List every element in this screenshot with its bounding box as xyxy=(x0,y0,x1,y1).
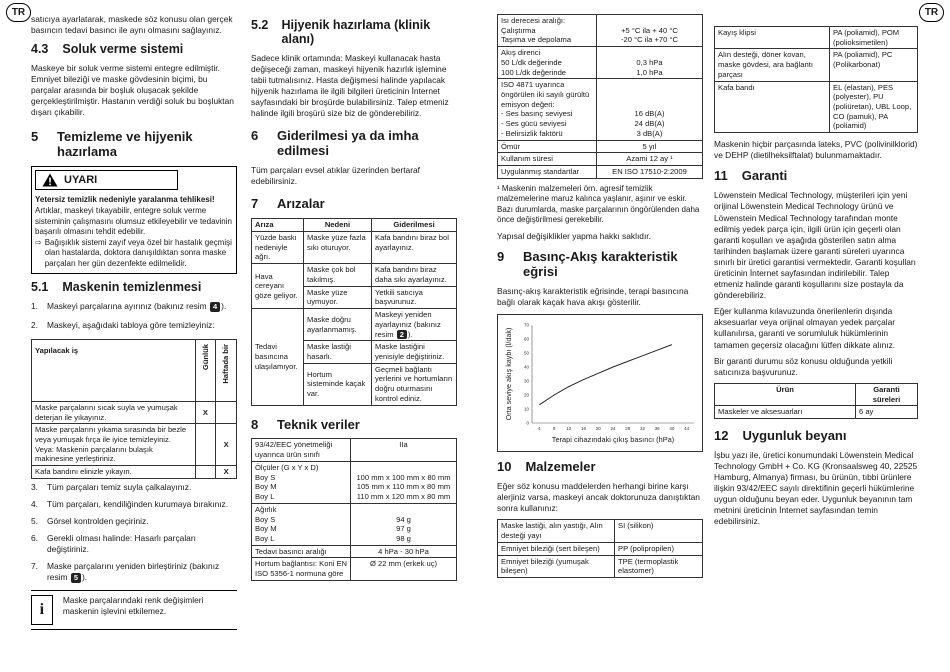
footnote: ¹ Maskenin malzemeleri örn. agresif temizlik malzemelerine maruz kalınca yaşlanır, aşınır ve eskir. Bazı durumlarda, maske parçalarının öngörülenden daha önce değiştirilmesi gerekebilir. xyxy=(497,183,700,225)
table-row: ISO 4871 uyarınca öngörülen iki sayılı gürültü emisyon değeri: - Ses basınç seviyesi - Ses gücü seviyesi - Belirsizlik faktörü 16 dB(A) 24 dB(A) 3 dB(A) xyxy=(498,79,703,140)
step-3: 3. Tüm parçaları temiz suyla çalkalayınız. xyxy=(31,481,192,492)
table-row: Maske yüze uymuyor. Yetkili satıcıya başvurunuz. xyxy=(252,286,457,308)
column-1 xyxy=(31,14,237,630)
conformity-text: İşbu yazı ile, üretici konumundaki Löwenstein Medical Technology GmbH + Co. KG (Kronsaalsweg 40, 22525 Hamburg, Almanya) firması, bu ürünün, tıbbi ürünlere ilişkin 93/42/EEC sayılı direktifinin geçerli hükümlerine uygun olduğunu beyan eder. Uygunluk beyanının tam metnini üreticinin İnternet sayfasından temin edebilirsiniz. xyxy=(714,449,918,527)
table-row: Isı derecesi aralığı: Çalıştırma Taşıma ve depolama +5 °C ila + 40 °C -20 °C ila +70 °C xyxy=(498,15,703,47)
tech-table-cont xyxy=(497,14,703,179)
materials-text: Eğer söz konusu maddelerden herhangi birine karşı alerjiniz varsa, maskeyi ancak doktorunuza danıştıktan sonra kullanınız: xyxy=(497,481,700,514)
heading-7: 7 Arızalar xyxy=(251,196,325,212)
warning-icon xyxy=(42,173,58,187)
x-axis-label: Terapi cihazındaki çıkış basıncı (hPa) xyxy=(551,435,675,445)
cleaning-header-daily: Günlük xyxy=(200,343,210,370)
column-4 xyxy=(714,14,918,533)
y-tick-label: 10 xyxy=(523,406,529,412)
y-tick-label: 40 xyxy=(523,364,529,370)
warranty-header-product: Ürün xyxy=(715,383,856,405)
warranty-header-period: Garanti süreleri xyxy=(856,383,918,405)
x-tick-label: 28 xyxy=(625,426,631,432)
fix-header: Giderilmesi xyxy=(372,219,457,232)
y-axis-label: Orta seviye akış kaybı (l/dak) xyxy=(504,327,513,421)
x-tick-label: 8 xyxy=(552,426,556,432)
warning-bold: Yetersiz temizlik nedeniyle yaralanma tehlikesi! xyxy=(35,195,215,205)
x-tick-label: 36 xyxy=(654,426,660,432)
x-tick-label: 24 xyxy=(610,426,616,432)
column-2 xyxy=(251,14,457,581)
heading-5-2: 5.2 Hijyenik hazırlama (klinik alanı) xyxy=(251,18,431,47)
intro-text: satıcıya ayarlatarak, maskede söz konusu olan gerçek basıncın tedavi basıncı ile aynı olmasını sağlayınız. xyxy=(31,14,233,36)
y-tick-label: 50 xyxy=(523,350,529,356)
table-row: Akış direnci 50 L/dk değerinde 100 L/dk değerinde 0,3 hPa 1,0 hPa xyxy=(498,47,703,79)
heading-11: 11 Garanti xyxy=(714,168,788,184)
heading-5-1: 5.1 Maskenin temizlenmesi xyxy=(31,280,202,295)
steps-b xyxy=(31,482,237,584)
x-tick-label: 4 xyxy=(538,426,541,432)
warranty-text-3: Bir garanti durumu söz konusu olduğunda yetkili satıcınıza başvurunuz. xyxy=(714,355,893,377)
changes-note: Yapısal değişiklikler yapma hakkı saklıdır. xyxy=(497,230,651,241)
cleaning-header-weekly: Haftada bir xyxy=(221,343,231,384)
x-tick-label: 12 xyxy=(566,426,572,432)
page-mark-right: TR xyxy=(919,3,944,22)
materials-table xyxy=(497,519,703,578)
y-tick-label: 60 xyxy=(523,336,529,342)
table-row: Ömür 5 yıl xyxy=(498,140,703,153)
warranty-table xyxy=(714,383,918,419)
x-tick-label: 32 xyxy=(639,426,645,432)
heading-4-3: 4.3 Soluk verme sistemi xyxy=(31,42,184,57)
heading-9: 9 Basınç-Akış karakteristik eğrisi xyxy=(497,249,678,279)
materials-table-cont xyxy=(714,26,918,133)
info-note xyxy=(31,590,237,630)
series-line xyxy=(539,345,672,405)
x-tick-label: 40 xyxy=(669,426,675,432)
fault-table xyxy=(251,218,457,405)
step-1: 1. Maskeyi parçalarına ayırınız (bakınız resim 4 ). xyxy=(31,300,227,311)
step-5: 5. Görsel kontrolden geçiriniz. xyxy=(31,516,149,527)
step-4: 4. Tüm parçaları, kendiliğinden kurumaya bırakınız. xyxy=(31,498,229,509)
pressure-flow-chart xyxy=(498,315,702,451)
table-row: Emniyet bileziği (yumuşak bileşen) TPE (termoplastik elastomer) xyxy=(498,555,703,577)
info-icon: i xyxy=(31,595,53,625)
heading-8: 8 Teknik veriler xyxy=(251,416,360,432)
latex-note: Maskenin hiçbir parçasında lateks, PVC (polivinilklorid) ve DEHP (dietilheksilftalat) bulunmamaktadır. xyxy=(714,139,918,161)
table-row: Maske parçalarını yıkama sırasında bir bezle veya yumuşak fırça ile iyice temizleyiniz. Veya: Maskenin parçalarını bulaşık makinesine yerleştiriniz. X xyxy=(32,424,237,466)
heading-5: 5 Temizleme ve hijyenik hazırlama xyxy=(31,129,193,159)
warranty-text-1: Löwenstein Medical Technology, müşterileri için yeni orijinal Löwenstein Medical Technology ürünü ve Löwenstein Medical Technology tarafından monte edilmiş yedek parça için, ilgili ürün için geçerli olan garanti koşulları ve aşağıda gösterilen satın alma tarihinden başlamak üzere garanti süreleri uyarınca sınırlı bir üretici garantisi vermektedir. Garanti koşulları üreticinin İnternet sayfasından indirilebilir. Talep etmeniz halinde garanti koşullarını size postayla da gönderebiliriz. xyxy=(714,190,917,301)
step-6: 6. Gerekli olması halinde: Hasarlı parçaları değiştiriniz. xyxy=(31,533,196,555)
x-tick-label: 16 xyxy=(581,426,587,432)
table-row: Uygulanmış standartlar EN ISO 17510-2:2009 xyxy=(498,166,703,179)
column-3 xyxy=(497,14,703,578)
page-mark-left: TR xyxy=(6,3,31,22)
cleaning-header-task: Yapılacak iş xyxy=(32,339,196,401)
y-tick-label: 70 xyxy=(523,322,529,328)
heading-12: 12 Uygunluk beyanı xyxy=(714,427,847,443)
table-row: Maskeler ve aksesuarları 6 ay xyxy=(715,406,918,419)
breathing-system-text: Maskeye bir soluk verme sistemi entegre edilmiştir. Emniyet bileziği ve maske gövdesinin biçimi, bu parçalar arasında bir boşluk oluşacak şekilde gerçekleştirilmiştir. Hastanın verdiği soluk bu boşluktan dışarı çıkabilir. xyxy=(31,62,234,117)
figure-badge[interactable]: 4 xyxy=(210,302,220,312)
table-row: Hortum sisteminde kaçak var. Geçmeli bağlantı yerlerini ve hortumların doğru oturmasını kontrol ediniz. xyxy=(252,363,457,405)
table-row: Kullanım süresi Azami 12 ay ¹ xyxy=(498,153,703,166)
step-2: 2. Maskeyi, aşağıdaki tabloya göre temizleyiniz: xyxy=(31,319,215,330)
figure-badge[interactable]: 2 xyxy=(397,330,407,340)
table-row: Maske lastiği hasarlı. Maske lastiğini yenisiyle değiştiriniz. xyxy=(252,341,457,363)
table-row: Maske parçalarını sıcak suyla ve yumuşak deterjan ile yıkayınız. X xyxy=(32,401,237,423)
warning-bullet: ⇨ Bağışıklık sistemi zayıf veya özel bir hastalık geçmişi olan hastalarda, doktora danışıldıktan sonra maske parçaları her gün dezenfekte edilmelidir. xyxy=(35,237,232,268)
y-tick-label: 30 xyxy=(523,378,529,384)
table-row: Alın desteği, döner kovan, maske gövdesi, ara bağlantı parçası PA (poliamid), PC (Polikarbonat) xyxy=(715,49,918,81)
hygiene-text: Sadece klinik ortamında: Maskeyi kullanacak hasta değişeceği zaman, maskeyi hijyenik hazırlık işlemine tabii tutmalısınız. Hasta değişmesi halinde yapılacak hijyenik hazırlama ile ilgili bilgileri üreticinin İnternet sayfasındaki bir broşürde bulabilirsiniz. Talep etmeniz halinde ilgili broşürü size biz de gönderebiliriz. xyxy=(251,52,449,119)
table-row: Kayış klipsi PA (poliamid), POM (polioksimetilen) xyxy=(715,27,918,49)
table-row: Yüzde baskı nedeniyle ağrı. Maske yüze fazla sıkı oturuyor. Kafa bandını biraz bol ayarlayınız. xyxy=(252,232,457,264)
fault-header: Arıza xyxy=(252,219,304,232)
warning-header: UYARI xyxy=(35,170,178,191)
warning-text: Artıklar, maskeyi tıkayabilir, entegre soluk verme sisteminin çalışmasını olumsuz etkileyebilir ve tedavinin başarılı olmasını tehdit edebilir. xyxy=(35,205,232,237)
step-7: 7. Maske parçalarını yeniden birleştiriniz (bakınız resim 5 ). xyxy=(31,561,220,583)
disposal-text: Tüm parçaları evsel atıklar üzerinden bertaraf edebilirsiniz. xyxy=(251,165,420,187)
table-row: Kafa bandını elinizle yıkayın. X xyxy=(32,466,237,479)
steps-a xyxy=(31,301,237,331)
warning-box xyxy=(31,166,237,274)
table-row: Ağırlık Boy S Boy M Boy L 94 g 97 g 98 g xyxy=(252,503,457,545)
table-row: Maske lastiği, alın yastığı, Alın desteği yayı SI (silikon) xyxy=(498,520,703,542)
heading-6: 6 Giderilmesi ya da imha edilmesi xyxy=(251,128,419,159)
warranty-text-2: Eğer kullanma kılavuzunda önerilenlerin dışında aksesuarlar veya orijinal olmayan yedek parçalar kullanılırsa, garanti ve sorumluluk hükümlerinin tamamen geçersiz olacağını lütfen dikkate alınız. xyxy=(714,306,896,350)
cause-header: Nedeni xyxy=(304,219,372,232)
table-row: 93/42/EEC yönetmeliği uyarınca ürün sınıfı IIa xyxy=(252,439,457,461)
x-tick-label: 20 xyxy=(595,426,601,432)
table-row: Ölçüler (G x Y x D) Boy S Boy M Boy L 100 mm x 100 mm x 80 mm 105 mm x 110 mm x 80 mm 110 mm x 120 mm x 80 mm xyxy=(252,461,457,503)
table-row: Tedavi basıncı aralığı 4 hPa - 30 hPa xyxy=(252,545,457,558)
x-tick-label: 44 xyxy=(684,426,690,432)
curve-text: Basınç-akış karakteristik eğrisinde, terapi basıncına bağlı olarak kaçak hava akışı gösterilir. xyxy=(497,285,689,308)
table-row: Kafa bandı EL (elastan), PES (polyester), PU (poliüretan), UBL Loop, CO (pamuk), PA (poliamid) xyxy=(715,81,918,133)
y-tick-label: 20 xyxy=(523,392,529,398)
chart-frame xyxy=(497,314,703,452)
y-tick-label: 0 xyxy=(526,420,529,426)
table-row: Hortum bağlantısı: Koni EN ISO 5356-1 normuna göre Ø 22 mm (erkek uç) xyxy=(252,558,457,580)
arrow-icon: ⇨ xyxy=(35,237,42,247)
table-row: Hava cereyanı göze geliyor. Maske çok bol takılmış. Kafa bandını biraz daha sıkı ayarlayınız. xyxy=(252,264,457,286)
heading-10: 10 Malzemeler xyxy=(497,459,596,475)
info-text: Maske parçalarındaki renk değişimleri maskenin işlevini etkilemez. xyxy=(62,594,204,616)
tech-table xyxy=(251,438,457,580)
table-row: Emniyet bileziği (sert bileşen) PP (polipropilen) xyxy=(498,542,703,555)
table-row: Tedavi basıncına ulaşılamıyor. Maske doğru ayarlanmamış. Maskeyi yeniden ayarlayınız (bakınız resim 2 ). xyxy=(252,309,457,341)
cleaning-table xyxy=(31,339,237,479)
figure-badge[interactable]: 5 xyxy=(71,573,81,583)
